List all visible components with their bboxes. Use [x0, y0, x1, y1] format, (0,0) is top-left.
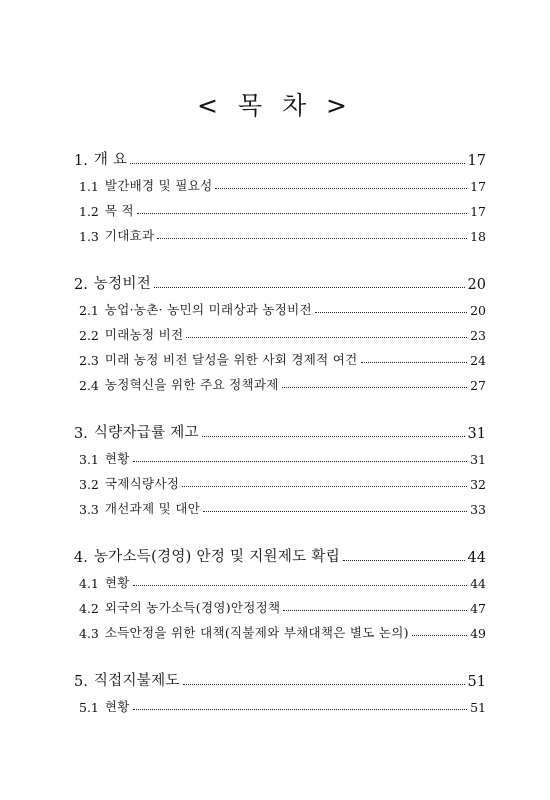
table-of-contents: [74, 142, 486, 737]
toc-subsection-entry[interactable]: [74, 442, 486, 467]
dot-leader: [361, 362, 468, 363]
toc-entry-number: 2.4: [79, 378, 99, 393]
toc-entry-number: 2.: [74, 277, 88, 293]
toc-section: [74, 415, 486, 517]
toc-subsection-entry[interactable]: [74, 566, 486, 591]
toc-entry-title: 외국의 농가소득(경영)안정정책: [104, 600, 281, 615]
toc-entry-title: 농정혁신을 위한 주요 정책과제: [104, 377, 279, 392]
toc-entry-number: 1.2: [79, 204, 99, 219]
toc-entry-page-number: 32: [470, 477, 486, 492]
toc-entry-number: 1.1: [79, 179, 99, 194]
toc-entry-title: 미래농정 비전: [104, 327, 184, 342]
toc-entry-page-number: 17: [467, 153, 486, 169]
toc-entry-title: 현황: [104, 451, 130, 466]
toc-subsection-entry[interactable]: [74, 293, 486, 318]
toc-entry-title: 목 적: [104, 203, 134, 218]
toc-entry-number: 4.2: [79, 601, 99, 616]
dot-leader: [183, 684, 465, 685]
toc-subsection-entry[interactable]: [74, 343, 486, 368]
page-title: < 목 차 >: [196, 91, 354, 120]
toc-entry-title: 미래 농정 비전 달성을 위한 사회 경제적 여건: [104, 352, 358, 367]
toc-subsection-entry[interactable]: [74, 690, 486, 715]
toc-entry-page-number: 27: [470, 378, 486, 393]
toc-chapter-entry[interactable]: [74, 266, 486, 293]
toc-entry-page-number: 24: [470, 353, 486, 368]
toc-entry-page-number: 44: [470, 576, 486, 591]
toc-entry-number: 4.1: [79, 576, 99, 591]
toc-entry-number: 3.3: [79, 502, 99, 517]
dot-leader: [203, 511, 467, 512]
toc-entry-title: 발간배경 및 필요성: [104, 178, 213, 193]
dot-leader: [133, 709, 467, 710]
toc-entry-title: 기대효과: [104, 228, 155, 243]
dot-leader: [282, 387, 468, 388]
toc-subsection-entry[interactable]: [74, 368, 486, 393]
toc-subsection-entry[interactable]: [74, 467, 486, 492]
toc-subsection-entry[interactable]: [74, 169, 486, 194]
toc-entry-number: 5.: [74, 674, 88, 690]
toc-entry-page-number: 51: [467, 674, 486, 690]
dot-leader: [343, 560, 465, 561]
toc-entry-page-number: 17: [470, 179, 486, 194]
dot-leader: [133, 585, 467, 586]
toc-subsection-entry[interactable]: [74, 194, 486, 219]
toc-subsection-entry[interactable]: [74, 616, 486, 641]
toc-entry-page-number: 49: [470, 626, 486, 641]
dot-leader: [137, 213, 467, 214]
toc-entry-page-number: 31: [467, 426, 486, 442]
toc-subsection-entry[interactable]: [74, 219, 486, 244]
toc-entry-title: 소득안정을 위한 대책(직불제와 부채대책은 별도 논의): [104, 625, 409, 640]
toc-chapter-entry[interactable]: [74, 142, 486, 169]
toc-entry-page-number: 23: [470, 328, 486, 343]
dot-leader: [130, 163, 464, 164]
dot-leader: [215, 188, 467, 189]
toc-entry-number: 4.3: [79, 626, 99, 641]
toc-entry-page-number: 47: [470, 601, 486, 616]
toc-section: [74, 142, 486, 244]
toc-chapter-entry[interactable]: [74, 539, 486, 566]
toc-entry-title: 국제식량사정: [104, 476, 180, 491]
toc-entry-page-number: 17: [470, 204, 486, 219]
toc-entry-title: 개 요: [93, 152, 128, 168]
toc-subsection-entry[interactable]: [74, 492, 486, 517]
toc-subsection-entry[interactable]: [74, 591, 486, 616]
toc-section: [74, 266, 486, 393]
toc-entry-number: 2.3: [79, 353, 99, 368]
toc-entry-title: 농정비전: [93, 276, 152, 292]
dot-leader: [157, 238, 467, 239]
toc-entry-number: 4.: [74, 550, 88, 566]
toc-entry-title: 현황: [104, 699, 130, 714]
toc-entry-number: 2.1: [79, 303, 99, 318]
toc-entry-page-number: 44: [467, 550, 486, 566]
dot-leader: [412, 635, 467, 636]
toc-entry-title: 식량자급률 제고: [93, 425, 199, 441]
dot-leader: [182, 486, 467, 487]
toc-section: [74, 663, 486, 715]
dot-leader: [315, 312, 467, 313]
toc-entry-number: 3.1: [79, 452, 99, 467]
toc-entry-title: 개선과제 및 대안: [104, 501, 201, 516]
toc-chapter-entry[interactable]: [74, 415, 486, 442]
toc-entry-page-number: 20: [470, 303, 486, 318]
toc-entry-number: 1.3: [79, 229, 99, 244]
toc-entry-title: 농업·농촌· 농민의 미래상과 농정비전: [104, 302, 312, 317]
toc-chapter-entry[interactable]: [74, 663, 486, 690]
dot-leader: [283, 610, 467, 611]
toc-entry-page-number: 20: [467, 277, 486, 293]
toc-entry-number: 3.: [74, 426, 88, 442]
toc-entry-page-number: 18: [470, 229, 486, 244]
toc-entry-page-number: 51: [470, 700, 486, 715]
dot-leader: [154, 287, 464, 288]
dot-leader: [133, 461, 467, 462]
toc-section: [74, 539, 486, 641]
toc-entry-page-number: 31: [470, 452, 486, 467]
toc-entry-page-number: 33: [470, 502, 486, 517]
toc-entry-title: 농가소득(경영) 안정 및 지원제도 확립: [93, 549, 340, 565]
toc-entry-title: 현황: [104, 575, 130, 590]
toc-entry-number: 1.: [74, 153, 88, 169]
dot-leader: [202, 436, 465, 437]
toc-entry-title: 직접지불제도: [93, 673, 180, 689]
toc-subsection-entry[interactable]: [74, 318, 486, 343]
toc-entry-number: 3.2: [79, 477, 99, 492]
dot-leader: [186, 337, 467, 338]
toc-entry-number: 2.2: [79, 328, 99, 343]
toc-entry-number: 5.1: [79, 700, 99, 715]
